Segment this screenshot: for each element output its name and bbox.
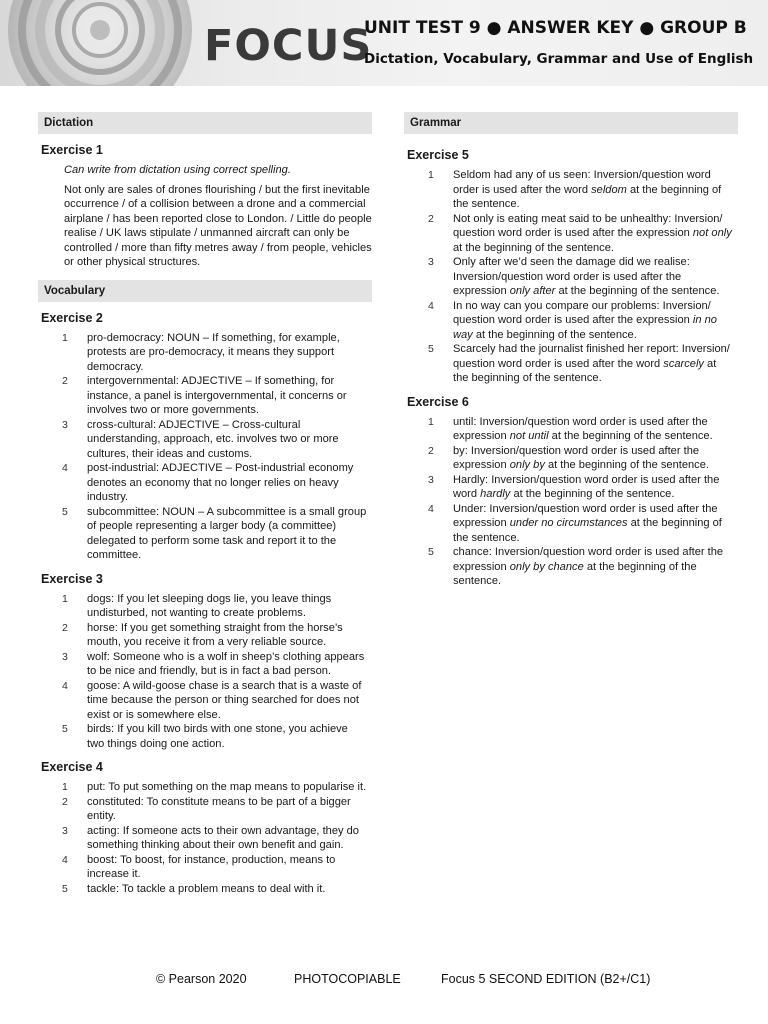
item-text: Under: Inversion/question word order is used after the expression: [453, 502, 718, 529]
item-text-end: at the beginning of the sentence.: [453, 560, 697, 587]
item-number: 2: [428, 444, 434, 457]
item-number: 4: [428, 299, 434, 312]
answer-item: [38, 331, 372, 375]
item-number: 4: [62, 679, 68, 692]
item-number: 3: [428, 473, 434, 486]
item-text: dogs: If you let sleeping dogs lie, you leave things undisturbed, not wanting to create problems.: [87, 592, 332, 619]
answer-item: [38, 824, 372, 853]
disc-graphic-icon: [0, 0, 210, 86]
answer-item: [404, 299, 738, 343]
item-emphasis: in no way: [453, 314, 717, 341]
item-text: In no way can you compare our problems: Inversion/ question word order is used after the expression: [453, 299, 711, 326]
footer-edition: Focus 5 SECOND EDITION (B2+/C1): [441, 972, 651, 986]
answer-item: [38, 679, 372, 723]
section-bar-vocabulary: Vocabulary: [38, 280, 372, 302]
exercise-heading: Exercise 3: [41, 571, 103, 586]
exercise-heading: Exercise 6: [407, 394, 469, 409]
item-text-end: at the beginning of the sentence.: [453, 241, 614, 254]
page-title: UNIT TEST 9 ● ANSWER KEY ● GROUP B: [364, 18, 747, 38]
item-emphasis: only by chance: [509, 560, 584, 573]
item-number: 3: [62, 418, 68, 431]
item-text: horse: If you get something straight from the horse’s mouth, you receive it from a very reliable source.: [87, 621, 343, 648]
exercise-description: Can write from dictation using correct spelling.: [64, 164, 291, 176]
answer-item: [38, 621, 372, 650]
item-text: Scarcely had the journalist finished her report: Inversion/ question word order is used after the word: [453, 343, 730, 370]
answer-list: [38, 780, 372, 896]
section-bar-dictation: Dictation: [38, 112, 372, 134]
item-text-end: at the beginning of the sentence.: [510, 488, 675, 500]
item-text: Not only is eating meat said to be unhealthy: Inversion/ question word order is used after the expression: [453, 212, 723, 239]
item-text: constituted: To constitute means to be part of a bigger entity.: [87, 795, 351, 822]
footer-photocopiable: PHOTOCOPIABLE: [294, 972, 401, 986]
answer-item: [404, 545, 738, 589]
item-text: cross-cultural: ADJECTIVE – Cross-cultural understanding, approach, etc. involves two or more cultures, their ideas and customs.: [87, 418, 339, 460]
item-emphasis: scarcely: [663, 357, 704, 370]
left-column: [38, 112, 372, 896]
item-text-end: at the beginning of the sentence.: [453, 517, 722, 544]
answer-item: [38, 505, 372, 563]
item-number: 2: [62, 375, 68, 387]
item-number: 3: [428, 256, 434, 268]
item-emphasis: hardly: [480, 488, 511, 500]
item-number: 3: [62, 650, 68, 663]
item-text: chance: Inversion/question word order is used after the expression: [453, 546, 724, 573]
answer-item: [38, 592, 372, 621]
item-number: 4: [62, 853, 68, 866]
answer-item: [404, 502, 738, 546]
answer-item: [38, 882, 372, 897]
answer-item: [38, 374, 372, 418]
answer-list: [38, 592, 372, 752]
item-number: 5: [62, 723, 68, 735]
answer-list: [38, 331, 372, 563]
item-number: 5: [428, 343, 434, 355]
answer-item: [404, 342, 738, 386]
item-text: intergovernmental: ADJECTIVE – If something, for instance, a panel is intergovernmental, it concerns or involves two or more governments.: [87, 375, 347, 416]
exercise-heading: Exercise 5: [407, 148, 469, 162]
item-text-end: at the beginning of the sentence.: [544, 459, 709, 471]
answer-list: [404, 415, 738, 589]
answer-item: [38, 853, 372, 882]
item-text: goose: A wild-goose chase is a search that is a waste of time because the person or thing searched for does not exist or is somewhere else.: [87, 679, 362, 721]
answer-item: [404, 212, 738, 256]
item-emphasis: seldom: [591, 183, 627, 196]
answer-item: [38, 722, 372, 751]
answer-item: [38, 461, 372, 505]
item-text: Seldom had any of us seen: Inversion/question word order is used after the word: [453, 169, 711, 196]
item-text: until: Inversion/question word order is used after the expression: [453, 415, 708, 442]
dictation-text: Not only are sales of drones flourishing / but the first inevitable occurrence / of a collision between a drone and a commercial airplane / has been reported close to London. / Little do people realise / UK laws stipulate / unmanned aircraft can only be controlled / more than fifty metres away / from people, vehicles or other physical structures.: [64, 183, 372, 268]
item-text: tackle: To tackle a problem means to deal with it.: [87, 882, 326, 895]
answer-list: [404, 168, 738, 386]
item-number: 5: [428, 546, 434, 558]
item-text-end: at the beginning of the sentence.: [472, 328, 637, 341]
answer-item: [38, 418, 372, 462]
item-number: 1: [428, 169, 434, 181]
item-number: 4: [428, 502, 434, 515]
item-text-end: at the beginning of the sentence.: [453, 357, 717, 384]
item-text: subcommittee: NOUN – A subcommittee is a small group of people representing a larger body (a committee) delegated to perform some task and report it to the committee.: [87, 505, 367, 561]
item-text-end: at the beginning of the sentence.: [555, 285, 720, 297]
footer-copyright: © Pearson 2020: [156, 972, 247, 986]
item-number: 1: [428, 415, 434, 428]
item-emphasis: only by: [509, 459, 545, 471]
answer-item: [404, 255, 738, 299]
answer-item: [404, 473, 738, 502]
page-subtitle: Dictation, Vocabulary, Grammar and Use of English: [364, 51, 754, 67]
answer-item: [404, 168, 738, 212]
item-text-end: at the beginning of the sentence.: [548, 430, 713, 442]
exercise-heading: Exercise 4: [41, 760, 103, 774]
exercise-heading: Exercise 2: [41, 310, 103, 325]
item-number: 5: [62, 882, 68, 895]
item-text: pro-democracy: NOUN – If something, for example, protests are pro-democracy, it means they support democracy.: [87, 331, 340, 373]
answer-item: [38, 650, 372, 679]
answer-item: [404, 444, 738, 473]
item-text-end: at the beginning of the sentence.: [453, 183, 722, 210]
item-number: 2: [62, 621, 68, 634]
section-bar-grammar: Grammar: [404, 112, 738, 134]
item-emphasis: under no circumstances: [509, 517, 628, 529]
brand-logo: FOCUS: [204, 21, 373, 71]
item-text: Hardly: Inversion/question word order is used after the word: [453, 473, 720, 500]
item-number: 5: [62, 505, 68, 518]
item-text: acting: If someone acts to their own advantage, they do something thinking about their own benefit and gain.: [87, 824, 359, 851]
item-number: 1: [62, 781, 68, 793]
answer-item: [38, 795, 372, 824]
item-number: 1: [62, 592, 68, 605]
item-number: 1: [62, 331, 68, 344]
item-emphasis: only after: [509, 285, 556, 297]
item-number: 3: [62, 824, 68, 837]
item-number: 4: [62, 462, 68, 474]
page-footer: [0, 972, 768, 992]
item-emphasis: not until: [509, 430, 549, 442]
page-header: [0, 0, 768, 86]
answer-item: [38, 780, 372, 795]
item-text: boost: To boost, for instance, production, means to increase it.: [87, 853, 336, 880]
item-emphasis: not only: [692, 227, 732, 239]
answer-item: [404, 415, 738, 444]
item-text: birds: If you kill two birds with one stone, you achieve two things doing one action.: [87, 723, 348, 750]
exercise-heading: Exercise 1: [41, 143, 103, 157]
item-number: 2: [428, 212, 434, 225]
item-text: wolf: Someone who is a wolf in sheep’s clothing appears to be nice and friendly, but is in fact a bad person.: [87, 650, 365, 677]
item-text: post-industrial: ADJECTIVE – Post-industrial economy denotes an economy that no longer relies on heavy industry.: [87, 462, 354, 503]
right-column: [404, 112, 738, 589]
item-text: by: Inversion/question word order is used after the expression: [453, 444, 700, 471]
item-text: put: To put something on the map means to popularise it.: [87, 781, 367, 793]
item-text: Only after we’d seen the damage did we realise: Inversion/question word order is used after the expression: [453, 256, 690, 297]
item-number: 2: [62, 795, 68, 808]
